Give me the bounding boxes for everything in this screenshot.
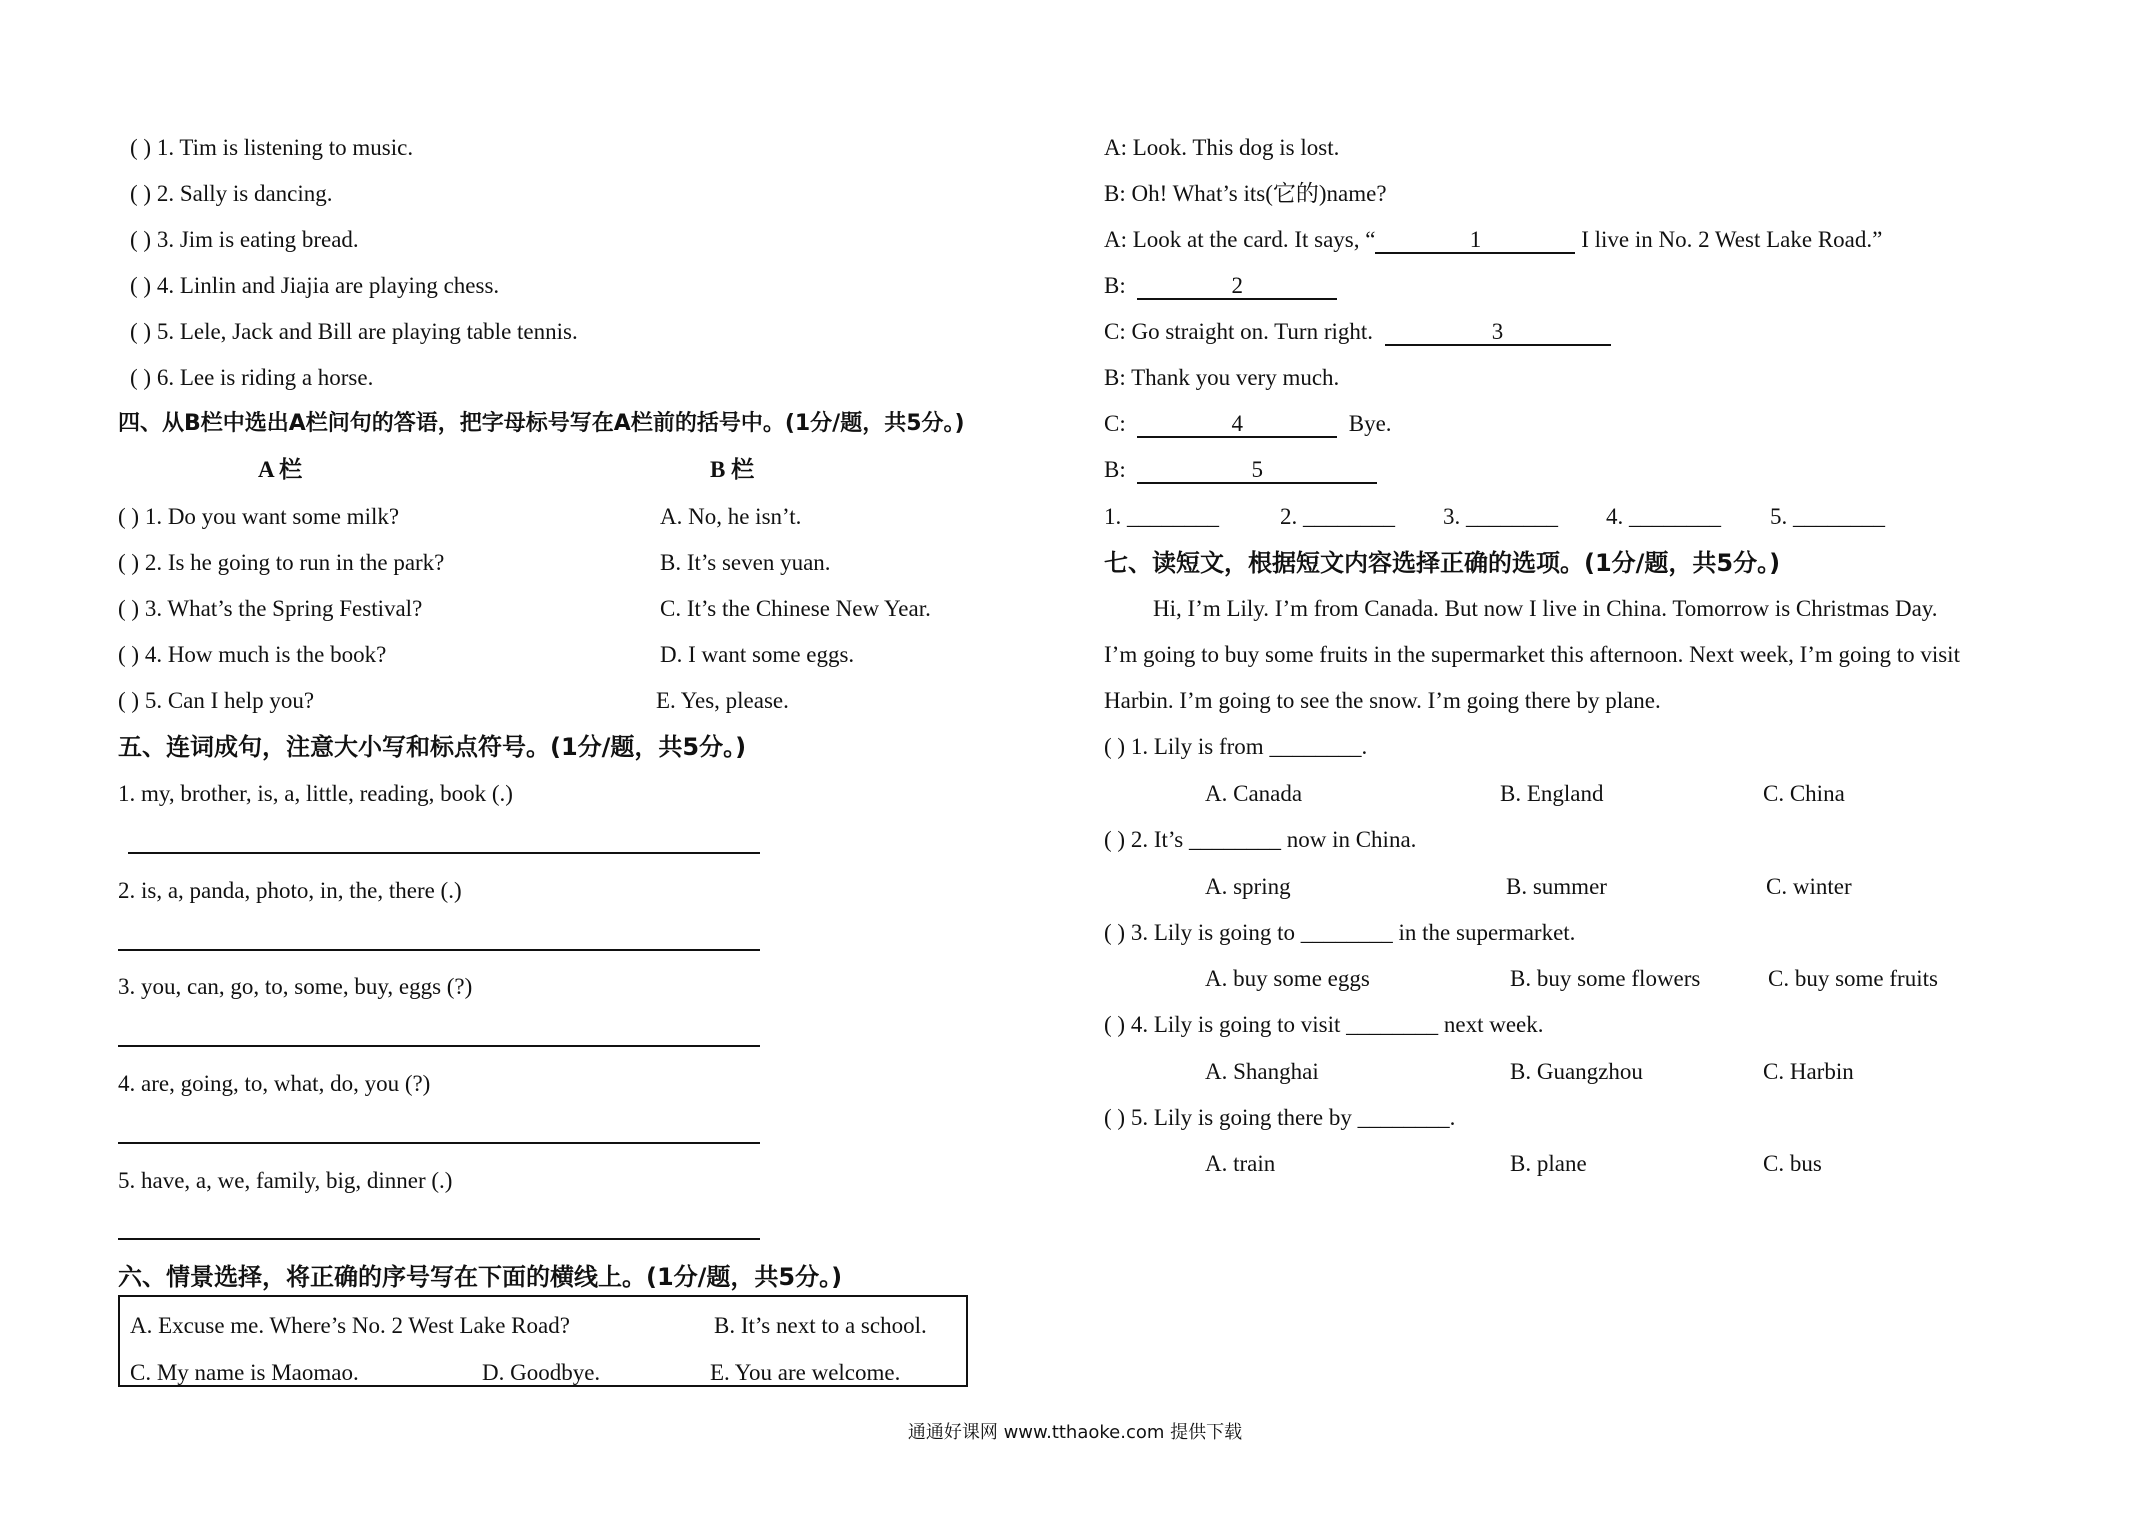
s7-q2-option-a[interactable]: A. spring bbox=[1205, 874, 1291, 899]
s7-passage-line-2: I’m going to buy some fruits in the supermarket this afternoon. Next week, I’m going to visit bbox=[1104, 642, 1960, 667]
s6-blank-3[interactable]: 3 bbox=[1385, 320, 1611, 346]
s6-dialog-line-8 bbox=[1104, 456, 1377, 484]
s6-answer-slot-1[interactable]: 1. ________ bbox=[1104, 504, 1219, 529]
s6-option-d: D. Goodbye. bbox=[482, 1360, 601, 1385]
s7-q1-option-b[interactable]: B. England bbox=[1500, 781, 1604, 806]
s6-dialog-line-4-speaker: B: bbox=[1104, 273, 1126, 298]
s5-answer-line-4[interactable] bbox=[118, 1142, 760, 1144]
s7-q1-option-a[interactable]: A. Canada bbox=[1205, 781, 1303, 806]
s6-dialog-line-6: B: Thank you very much. bbox=[1104, 365, 1340, 390]
s4-col-a-header: A 栏 bbox=[258, 457, 303, 482]
s6-dialog-line-5 bbox=[1104, 318, 1611, 346]
s7-q1-option-c[interactable]: C. China bbox=[1763, 781, 1845, 806]
s7-question-5: ( ) 5. Lily is going there by ________. bbox=[1104, 1105, 1456, 1130]
s6-dialog-line-3 bbox=[1104, 226, 1882, 254]
s7-passage-line-3: Harbin. I’m going to see the snow. I’m going there by plane. bbox=[1104, 688, 1661, 713]
s5-answer-line-1[interactable] bbox=[128, 852, 760, 854]
s7-q2-option-b[interactable]: B. summer bbox=[1506, 874, 1607, 899]
s3-item-1: ( ) 1. Tim is listening to music. bbox=[130, 135, 414, 160]
s6-answer-slot-4[interactable]: 4. ________ bbox=[1606, 504, 1721, 529]
s6-dialog-line-1: A: Look. This dog is lost. bbox=[1104, 135, 1340, 160]
s7-title: 七、读短文，根据短文内容选择正确的选项。(1分/题，共5分。) bbox=[1104, 549, 1781, 577]
s6-dialog-line-7 bbox=[1104, 410, 1392, 438]
s6-dialog-line-5-text: C: Go straight on. Turn right. bbox=[1104, 319, 1374, 344]
s4-answer-a: A. No, he isn’t. bbox=[660, 504, 802, 529]
s4-col-b-header: B 栏 bbox=[710, 457, 755, 482]
s3-item-4: ( ) 4. Linlin and Jiajia are playing chess. bbox=[130, 273, 500, 298]
s6-answer-slot-3[interactable]: 3. ________ bbox=[1443, 504, 1558, 529]
s6-blank-1[interactable]: 1 bbox=[1375, 228, 1575, 254]
s6-dialog-line-7-speaker: C: bbox=[1104, 411, 1126, 436]
s6-dialog-line-7-end: Bye. bbox=[1348, 411, 1392, 436]
s5-item-3: 3. you, can, go, to, some, buy, eggs (?) bbox=[118, 974, 473, 999]
s3-item-6: ( ) 6. Lee is riding a horse. bbox=[130, 365, 374, 390]
s3-item-5: ( ) 5. Lele, Jack and Bill are playing table tennis. bbox=[130, 319, 578, 344]
s6-dialog-line-8-speaker: B: bbox=[1104, 457, 1126, 482]
s5-title: 五、连词成句，注意大小写和标点符号。(1分/题，共5分。) bbox=[118, 733, 747, 761]
s6-dialog-line-3-end: I live in No. 2 West Lake Road.” bbox=[1581, 227, 1883, 252]
s6-option-b: B. It’s next to a school. bbox=[714, 1313, 927, 1338]
s7-q3-option-c[interactable]: C. buy some fruits bbox=[1768, 966, 1938, 991]
s7-q3-option-b[interactable]: B. buy some flowers bbox=[1510, 966, 1701, 991]
s4-question-5: ( ) 5. Can I help you? bbox=[118, 688, 315, 713]
s7-question-1: ( ) 1. Lily is from ________. bbox=[1104, 734, 1368, 759]
s6-blank-5[interactable]: 5 bbox=[1137, 458, 1377, 484]
s5-answer-line-2[interactable] bbox=[118, 949, 760, 951]
s5-item-5: 5. have, a, we, family, big, dinner (.) bbox=[118, 1168, 453, 1193]
s4-title: 四、从B栏中选出A栏问句的答语，把字母标号写在A栏前的括号中。(1分/题，共5分。) bbox=[118, 411, 965, 436]
s7-q5-option-a[interactable]: A. train bbox=[1205, 1151, 1276, 1176]
s7-passage-line-1: Hi, I’m Lily. I’m from Canada. But now I live in China. Tomorrow is Christmas Day. bbox=[1153, 596, 1938, 621]
s4-question-1: ( ) 1. Do you want some milk? bbox=[118, 504, 400, 529]
s7-q5-option-c[interactable]: C. bus bbox=[1763, 1151, 1822, 1176]
s6-dialog-line-2: B: Oh! What’s its(它的)name? bbox=[1104, 181, 1387, 206]
s7-q4-option-c[interactable]: C. Harbin bbox=[1763, 1059, 1854, 1084]
s5-answer-line-3[interactable] bbox=[118, 1045, 760, 1047]
s5-answer-line-5[interactable] bbox=[118, 1238, 760, 1240]
s7-q4-option-a[interactable]: A. Shanghai bbox=[1205, 1059, 1319, 1084]
s5-item-2: 2. is, a, panda, photo, in, the, there (.) bbox=[118, 878, 462, 903]
s7-q2-option-c[interactable]: C. winter bbox=[1766, 874, 1852, 899]
s4-answer-b: B. It’s seven yuan. bbox=[660, 550, 831, 575]
s6-option-e: E. You are welcome. bbox=[710, 1360, 901, 1385]
s4-question-2: ( ) 2. Is he going to run in the park? bbox=[118, 550, 445, 575]
s4-question-3: ( ) 3. What’s the Spring Festival? bbox=[118, 596, 423, 621]
s6-dialog-line-4 bbox=[1104, 272, 1337, 300]
s4-answer-c: C. It’s the Chinese New Year. bbox=[660, 596, 931, 621]
s7-question-3: ( ) 3. Lily is going to ________ in the supermarket. bbox=[1104, 920, 1576, 945]
s7-q5-option-b[interactable]: B. plane bbox=[1510, 1151, 1587, 1176]
s4-answer-e: E. Yes, please. bbox=[656, 688, 789, 713]
footer-source: 通通好课网 www.tthaoke.com 提供下载 bbox=[907, 1422, 1243, 1443]
s6-dialog-line-3-text: A: Look at the card. It says, “ bbox=[1104, 227, 1376, 252]
s7-q4-option-b[interactable]: B. Guangzhou bbox=[1510, 1059, 1643, 1084]
s6-blank-2[interactable]: 2 bbox=[1137, 274, 1337, 300]
s3-item-3: ( ) 3. Jim is eating bread. bbox=[130, 227, 359, 252]
s3-item-2: ( ) 2. Sally is dancing. bbox=[130, 181, 333, 206]
s5-item-4: 4. are, going, to, what, do, you (?) bbox=[118, 1071, 431, 1096]
s6-option-a: A. Excuse me. Where’s No. 2 West Lake Road? bbox=[130, 1313, 570, 1338]
s6-answer-slot-5[interactable]: 5. ________ bbox=[1770, 504, 1885, 529]
s5-item-1: 1. my, brother, is, a, little, reading, book (.) bbox=[118, 781, 513, 806]
s7-question-4: ( ) 4. Lily is going to visit ________ next week. bbox=[1104, 1012, 1544, 1037]
s6-option-c: C. My name is Maomao. bbox=[130, 1360, 359, 1385]
s7-question-2: ( ) 2. It’s ________ now in China. bbox=[1104, 827, 1417, 852]
s7-q3-option-a[interactable]: A. buy some eggs bbox=[1205, 966, 1370, 991]
s6-blank-4[interactable]: 4 bbox=[1137, 412, 1337, 438]
s4-answer-d: D. I want some eggs. bbox=[660, 642, 855, 667]
s6-title: 六、情景选择，将正确的序号写在下面的横线上。(1分/题，共5分。) bbox=[118, 1263, 843, 1291]
s6-answer-slot-2[interactable]: 2. ________ bbox=[1280, 504, 1395, 529]
s4-question-4: ( ) 4. How much is the book? bbox=[118, 642, 387, 667]
